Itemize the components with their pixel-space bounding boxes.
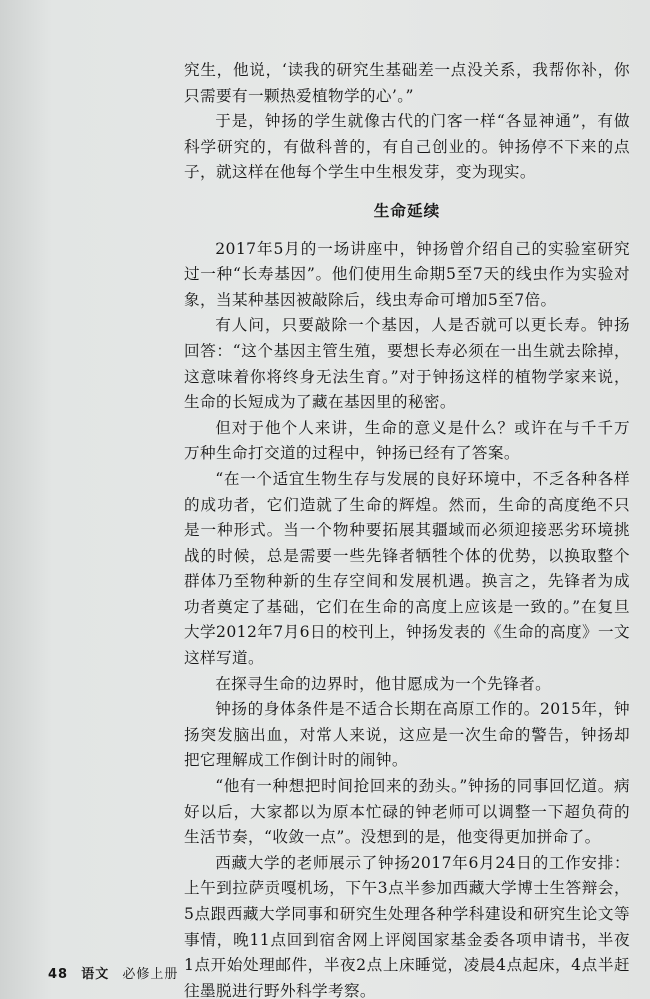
page-text <box>184 58 630 999</box>
paragraph: “在一个适宜生物生存与发展的良好环境中，不乏各种各样的成功者，它们造就了生命的辉煌。然而，生命的高度绝不只是一种形式。当一个物种要拓展其疆域而必须迎接恶劣环境挑战的时候，总是需要一些先锋者牺牲个体的优势，以换取整个群体乃至物种新的生存空间和发展机遇。换言之，先锋者为成功者奠定了基础，它们在生命的高度上应该是一致的。”在复旦大学2012年7月6日的校刊上，钟扬发表的《生命的高度》一文这样写道。 <box>184 469 630 668</box>
page-number: 48 <box>48 967 69 982</box>
paragraph: 但对于他个人来讲，生命的意义是什么？或许在与千千万万种生命打交道的过程中，钟扬已经有了答案。 <box>184 418 630 463</box>
section-title: 生命延续 <box>373 201 441 220</box>
paragraph: 钟扬的身体条件是不适合长期在高原工作的。2015年，钟扬突发脑出血，对常人来说，这应是一次生命的警告，钟扬却把它理解成工作倒计时的闹钟。 <box>184 700 630 770</box>
paragraph: 在探寻生命的边界时，他甘愿成为一个先锋者。 <box>215 674 552 693</box>
paragraph: 2017年5月的一场讲座中，钟扬曾介绍自己的实验室研究过一种“长寿基因”。他们使用生命期5至7天的线虫作为实验对象，当某种基因被敲除后，线虫寿命可增加5至7倍。 <box>184 239 630 309</box>
subject-label: 语文 <box>81 967 110 982</box>
paragraph-continued: 究生，他说，‘读我的研究生基础差一点没关系，我帮你补，你只需要有一颗热爱植物学的心’。” <box>184 61 630 105</box>
paragraph: 有人问，只要敲除一个基因，人是否就可以更长寿。钟扬回答：“这个基因主管生殖，要想长寿必须在一出生就去除掉，这意味着你将终身无法生育。”对于钟扬这样的植物学家来说，生命的长短成为了藏在基因里的秘密。 <box>184 316 630 412</box>
paragraph: 于是，钟扬的学生就像古代的门客一样“各显神通”，有做科学研究的，有做科普的，有自己创业的。钟扬停不下来的点子，就这样在他每个学生中生根发芽，变为现实。 <box>184 112 630 182</box>
volume-label: 必修上册 <box>122 967 179 982</box>
paragraph: 西藏大学的老师展示了钟扬2017年6月24日的工作安排：上午到拉萨贡嘎机场，下午3点半参加西藏大学博士生答辩会，5点跟西藏大学同事和研究生处理各种学科建设和研究生论文等事情，晚11点回到宿舍网上评阅国家基金委各项申请书，半夜1点开始处理邮件，半夜2点上床睡觉，凌晨4点起床，4点半赶往墨脱进行野外科学考察。 <box>184 853 630 999</box>
paragraph: “他有一种想把时间抢回来的劲头。”钟扬的同事回忆道。病好以后，大家都以为原本忙碌的钟老师可以调整一下超负荷的生活节奏，“收敛一点”。没想到的是，他变得更加拼命了。 <box>184 777 630 847</box>
page-footer <box>48 963 186 982</box>
